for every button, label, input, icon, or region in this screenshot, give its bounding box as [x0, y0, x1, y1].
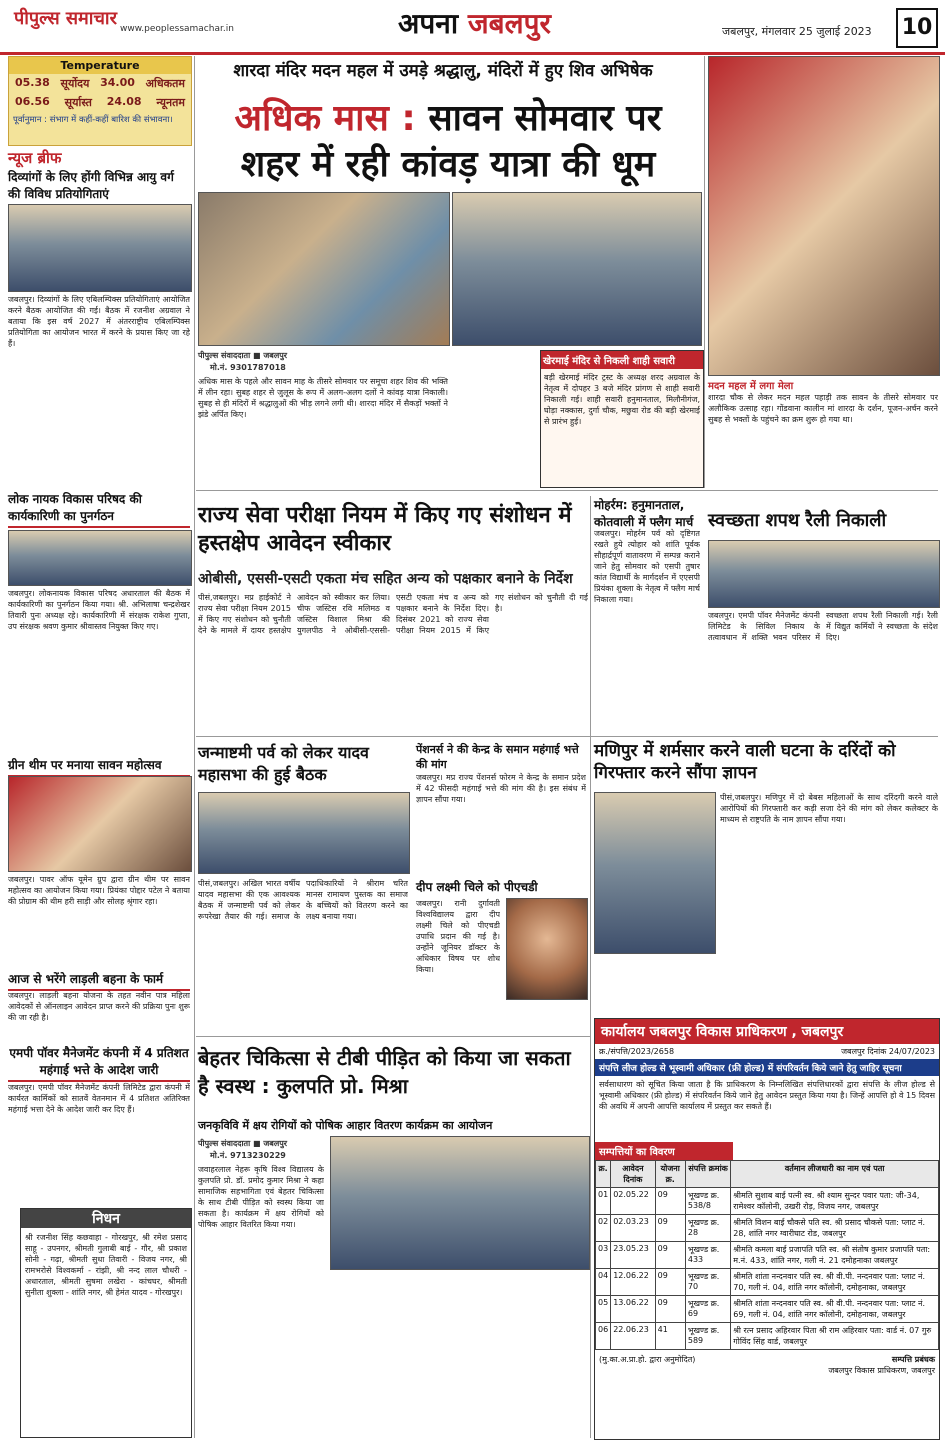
lead-body: अधिक मास के पहले और सावन माह के तीसरे सोमवार पर समूचा शहर शिव की भक्ति में लीन रहा। सुबह शहर से जुलूस के रूप में अलग-अलग दलों ने कांवड़ यात्रा निकाली। सुबह से ही मंदिरों में श्रद्धालुओं की भीड़ लगने लगी थी। शारदा मंदिर में सैकड़ों भक्तों ने झंडे अर्पित किए। [198, 377, 448, 419]
brief5-body: जबलपुर। एमपी पॉवर मैनेजमेंट कंपनी लिमिटेड द्वारा कंपनी में कार्यरत कार्मिकों को सातवें वेतनमान में 4 प्रतिशत अतिरिक्त महंगाई भत्ता देने के आदेश जारी कर दिए हैं। [8, 1083, 190, 1114]
lead-byline: पीपुल्स संवाददाता ■ जबलपुर [198, 351, 288, 360]
story4-photo [708, 540, 940, 608]
notice-date: जबलपुर दिनांक 24/07/2023 [841, 1047, 935, 1056]
madan-mahal-caption-head: मदन महल में लगा मेला [708, 381, 794, 392]
brief3-photo [8, 776, 192, 872]
sunset-label: सूर्यास्त [64, 96, 92, 109]
brief2-photo [8, 530, 192, 586]
table-row [596, 1323, 939, 1350]
sunrise-label: सूर्योदय [60, 77, 90, 90]
brief1-photo [8, 204, 192, 292]
story9-subhead: जनकृविवि में क्षय रोगियों को पोषिक आहार वितरण कार्यक्रम का आयोजन [198, 1119, 493, 1132]
max-label: अधिकतम [145, 77, 185, 90]
news-brief-label: न्यूज ब्रीफ [8, 149, 62, 167]
table-cell: 01 [596, 1188, 611, 1215]
table-cell: श्रीमति शांता नन्दनवार पति स्व. श्री वी.पी. नन्दनवार पता: प्लाट नं. 69, गली नं. 04, शांति नगर कॉलोनी, दमोहनाका, जबलपुर [731, 1296, 939, 1323]
table-cell: भूखण्ड क्र. 70 [685, 1269, 730, 1296]
notice-approval: (मु.का.अ.प्रा.हो. द्वारा अनुमोदित) [599, 1355, 696, 1364]
min-label: न्यूनतम [156, 96, 185, 109]
notice-heading: संपत्ति लीज होल्ड से भूस्वामी अधिकार (फ्री होल्ड) में संपरिवर्तन किये जाने हेतु जाहिर सूचना [595, 1059, 939, 1076]
story4-headline: स्वच्छता शपथ रैली निकाली [708, 510, 887, 531]
brief2-body: जबलपुर। लोकनायक विकास परिषद अधारताल की बैठक में कार्यकारिणी का पुनर्गठन किया गया। श्री. अभिलाषा चन्द्रशेखर तिवारी पुनः अध्यक्ष रहे। कार्यकारिणी में संरक्षक राकेश गुप्ता, उप संरक्षक श्रवण कुमार श्रीवास्तव नियुक्त किए गए। [8, 589, 190, 631]
table-cell: 02 [596, 1215, 611, 1242]
notice-ref: क्र./संपत्ति/2023/2658 [599, 1047, 675, 1056]
notice-title: कार्यालय जबलपुर विकास प्राधिकरण , जबलपुर [595, 1019, 939, 1044]
madan-mahal-caption-body: शारदा चौक से लेकर मदन महल पहाड़ी तक सावन के तीसरे सोमवार पर अलौकिक उत्साह रहा। गोंडवाना कालीन मां शारदा के दर्शन, पूजन-अर्चन करने सुबह से भक्तों के पहुंचने का क्रम शुरू हो गया था। [708, 393, 938, 424]
table-header-cell: वर्तमान लीजधारी का नाम एवं पता [731, 1161, 939, 1188]
table-cell: 23.05.23 [611, 1242, 655, 1269]
story5-photo [198, 792, 410, 874]
story5-headline: जन्माष्टमी पर्व को लेकर यादव महासभा की हुई बैठक [198, 743, 369, 784]
table-row [596, 1296, 939, 1323]
story7-portrait [506, 898, 588, 1000]
newspaper-logo: पीपुल्स समाचार [14, 8, 117, 29]
table-cell: श्रीमति विशन बाई चौकसे पति स्व. श्री प्रसाद चौकसे पता: प्लाट नं. 28, शांति नगर ग्वारीघाट रोड, जबलपुर [731, 1215, 939, 1242]
story6-body: जबलपुर। मप्र राज्य पेंशनर्स फोरम ने केन्द्र के समान प्रदेश में 42 फीसदी महंगाई भत्ते की मांग की है। इस संबंध में ज्ञापन सौंपा गया। [416, 773, 586, 804]
notice-body: सर्वसाधारण को सूचित किया जाता है कि प्राधिकरण के निम्नलिखित संपत्तिधारकों द्वारा संपत्ति के लीज होल्ड से भूस्वामी अधिकार (फ्री होल्ड) में संपरिवर्तन किये जाने हेतु आवेदन प्रस्तुत किया गया है। जिन्हें आपत्ति हो वे 15 दिवस की अवधि में अपनी आपत्ति कार्यालय में प्रस्तुत कर सकते हैं। [599, 1080, 935, 1111]
story2-headline: राज्य सेवा परीक्षा नियम में किए गए संशोधन में हस्तक्षेप आवेदन स्वीकार [198, 503, 572, 556]
jda-notice [594, 1018, 940, 1440]
table-cell: भूखण्ड क्र. 589 [685, 1323, 730, 1350]
table-cell: भूखण्ड क्र. 69 [685, 1296, 730, 1323]
sunset-time: 06.56 [15, 95, 50, 108]
story9-byline: पीपुल्स संवाददाता ■ जबलपुर [198, 1139, 288, 1148]
brief2-head: लोक नायक विकास परिषद की कार्यकारिणी का पुनर्गठन [8, 490, 190, 528]
table-cell: 02.05.22 [611, 1188, 655, 1215]
table-cell: 12.06.22 [611, 1269, 655, 1296]
sunrise-time: 05.38 [15, 76, 50, 89]
story9-photo [330, 1136, 590, 1270]
max-temp: 34.00 [100, 76, 135, 89]
lead-headline-rest: सावन सोमवार पर [428, 98, 662, 139]
table-cell: श्रीमति शांता नन्दनवार पति स्व. श्री वी.पी. नन्दनवार पता: प्लाट नं. 70, गली नं. 04, शांति नगर कॉलोनी, दमोहनाका, जबलपुर [731, 1269, 939, 1296]
story2-body: पीसं,जबलपुर। मप्र हाईकोर्ट ने राज्य सेवा परीक्षा नियम 2015 में किए गए संशोधन को चुनौती देने के मामले में दायर हस्तक्षेप आवेदन को स्वीकार कर लिया। चीफ जस्टिस रवि मलिमठ व जस्टिस विशाल मिश्रा की युगलपीठ ने ओबीसी-एससी-एसटी एकता मंच व अन्य को पक्षकार बनाने के निर्देश दिए। दिसंबर 2021 को राज्य सेवा परीक्षा नियम 2015 में किए गए संशोधन को चुनौती दी गई है। [198, 593, 588, 635]
brief1-head: दिव्यांगों के लिए होंगी विभिन्न आयु वर्ग की विविध प्रतियोगिताएं [8, 168, 190, 206]
table-cell: भूखण्ड क्र. 28 [685, 1215, 730, 1242]
property-table-header [596, 1161, 939, 1188]
weather-row-sunset [9, 93, 191, 112]
table-cell: श्रीमति सुशाब बाई पत्नी स्व. श्री श्याम सुन्दर पवार पता: जी-34, रामेश्वर कॉलोनी, उखरी रोड़, विजय नगर, जबलपुर [731, 1188, 939, 1215]
notice-refline [595, 1044, 939, 1059]
table-cell: 09 [655, 1215, 685, 1242]
section-rule [196, 490, 938, 491]
story9-headline: बेहतर चिकित्सा से टीबी पीड़ित को किया जा सकता है स्वस्थ : कुलपति प्रो. मिश्रा [198, 1046, 571, 1098]
story4-body: जबलपुर। एमपी पॉवर मैनेजमेंट कंपनी लिमिटेड के सिविल निकाय के तत्वावधान में शक्ति भवन परिसर में स्वच्छता शपथ रैली निकाली गई। रैली में विद्युत कर्मियों ने स्वच्छता के संदेश दिए। [708, 611, 938, 642]
kheramai-head: खेरमाई मंदिर से निकली शाही सवारी [541, 351, 703, 369]
kanwar-yatra-photo [198, 192, 450, 346]
story9-mobile: मो.नं. 9713230229 [210, 1151, 286, 1160]
section-title: अपना जबलपुर [398, 7, 551, 40]
page-number: 10 [896, 8, 938, 48]
madan-mahal-caption [708, 378, 938, 486]
lead-kicker: शारदा मंदिर मदन महल में उमड़े श्रद्धालु, मंदिरों में हुए शिव अभिषेक [233, 61, 653, 81]
table-cell: 09 [655, 1269, 685, 1296]
story8-headline: मणिपुर में शर्मसार करने वाली घटना के दरिंदों को गिरफ्तार करने सौंपा ज्ञापन [594, 741, 896, 783]
madan-mahal-fair-photo [708, 56, 940, 376]
table-cell: 04 [596, 1269, 611, 1296]
story6-headline: पेंशनर्स ने की केन्द्र के समान महंगाई भत्ते की मांग [416, 743, 579, 771]
brief3-body: जबलपुर। पावर ऑफ यूमेन ग्रुप द्वारा ग्रीन थीम पर सावन महोत्सव का आयोजन किया गया। प्रियंका पोद्दार पटेल ने बताया की प्रोग्राम की थीम हरी साड़ी और सोलह श्रृंगार रहा। [8, 875, 190, 906]
table-cell: 09 [655, 1188, 685, 1215]
table-row [596, 1242, 939, 1269]
brief1-body: जबलपुर। दिव्यांगों के लिए एबिलम्पिक्स प्रतियोगिताएं आयोजित करने बैठक आयोजित की गई। बैठक में रजनीश अग्रवाल ने बताया कि इस वर्ष 2027 में अंतरराष्ट्रीय एबिलम्पिक्स प्रतियोगिता का आयोजन भारत में करने के प्रयास किए जा रहे हैं। [8, 295, 190, 348]
kheramai-box [540, 350, 704, 488]
story3-body: जबलपुर। मोहर्रम पर्व को दृष्टिगत रखते हुये त्योहार को शांति पूर्वक सौहार्द्रपूर्ण वातावरण में सम्पन्न कराने जाने हेतु सोमवार को एसपी तुषार कांत विद्यार्थी के मार्गदर्शन में एएसपी प्रियंका शुक्ला के नेतृत्व में फ्लैग मार्च निकाला गया। [594, 529, 700, 604]
table-cell: 09 [655, 1242, 685, 1269]
section-rule [196, 736, 938, 737]
lead-mobile: मो.नं. 9301787018 [210, 363, 286, 372]
column-rule [590, 496, 591, 1438]
website-url[interactable]: www.peoplessamachar.in [120, 24, 234, 34]
lead-headline-line2: शहर में रही कांवड़ यात्रा की धूम [240, 144, 656, 185]
brief4-head: आज से भरेंगे लाड़ली बहना के फार्म [8, 970, 190, 991]
obituary-body: श्री रजनीश सिंह कछवाहा - गोरखपुर, श्री रमेश प्रसाद साहू - उपनगर, श्रीमती गुलाबी बाई - गौर, श्री प्रकाश सोनी - गढ़ा, श्रीमती सुधा तिवारी - विजय नगर, श्री रामभरोसे विश्वकर्मा - रांझी, श्री नन्द लाल चौधरी - अधारताल, श्रीमती सुषमा लखेरा - कांचघर, श्रीमती सुनीता शुक्ला - शांति नगर, श्री हेमंत यादव - गोरखपुर। [25, 1233, 187, 1297]
table-row [596, 1215, 939, 1242]
story2-subhead: ओबीसी, एससी-एसटी एकता मंच सहित अन्य को पक्षकार बनाने के निर्देश [198, 571, 573, 587]
kheramai-body: बड़ी खेरमाई मंदिर ट्रस्ट के अध्यक्ष शरद अग्रवाल के नेतृत्व में दोपहर 3 बजे मंदिर प्रांगण से शाही सवारी निकाली गई। शाही सवारी हनुमानताल, मिलौनीगंज, घोड़ा नक्कास, दुर्गा चौक, मछुवा रोड की बड़ी खेरमाई से प्रारंभ हुई। [544, 373, 700, 426]
story9-body: जवाहरलाल नेहरू कृषि विश्व विद्यालय के कुलपति प्रो. डॉ. प्रमोद कुमार मिश्रा ने कहा सामाजिक सहभागिता एवं बेहतर चिकित्सा के साथ टीबी पीड़ित को स्वस्थ किया जा सकता है। कार्यक्रम में क्षय रोगियों को पोषिक आहार वितरित किया गया। [198, 1165, 324, 1229]
story8-photo [594, 792, 716, 954]
table-cell: 13.06.22 [611, 1296, 655, 1323]
table-cell: 41 [655, 1323, 685, 1350]
lead-headline [198, 96, 698, 188]
table-header-cell: आवेदन दिनांक [611, 1161, 655, 1188]
story7-headline: दीप लक्ष्मी चिले को पीएचडी [416, 880, 538, 894]
notice-footer [595, 1350, 939, 1380]
table-cell: 02.03.23 [611, 1215, 655, 1242]
story7-body: जबलपुर। रानी दुर्गावती विश्वविद्यालय द्वारा दीप लक्ष्मी चिले को पीएचडी उपाधि प्रदान की गई है। उन्होंने जूनियर डॉक्टर के अधिकार विषय पर शोध किया। [416, 899, 500, 974]
table-row [596, 1269, 939, 1296]
table-cell: 22.06.23 [611, 1323, 655, 1350]
table-cell: 05 [596, 1296, 611, 1323]
temple-guests-photo [452, 192, 702, 346]
table-header-cell: क्र. [596, 1161, 611, 1188]
table-cell: श्री रत्न प्रसाद अहिरवार पिता श्री राम अहिरवार पता: वार्ड नं. 07 गुरु गोविंद सिंह वार्ड, जबलपुर [731, 1323, 939, 1350]
brief5-head: एमपी पॉवर मैनेजमेंट कंपनी में 4 प्रतिशत महंगाई भत्ते के आदेश जारी [8, 1044, 190, 1082]
obituary-title: निधन [21, 1209, 191, 1228]
lead-headline-accent: अधिक मास : [234, 98, 416, 139]
weather-forecast: पूर्वानुमान : संभाग में कहीं-कहीं बारिश की संभावना। [13, 115, 173, 125]
weather-row-sunrise [9, 74, 191, 93]
story3-headline: मोहर्रम: हनुमानताल, कोतवाली में फ्लैग मार्च [594, 498, 694, 529]
obituary-box [20, 1208, 192, 1438]
story8-body: पीसं,जबलपुर। मणिपुर में दो बेबस महिलाओं के साथ दरिंदगी करने वाले आरोपियों की गिरफ्तारी कर कड़ी सजा देने की मांग को लेकर कलेक्टर के माध्यम से राष्ट्रपति के नाम ज्ञापन सौंपा गया। [720, 793, 938, 824]
dateline: जबलपुर, मंगलवार 25 जुलाई 2023 [722, 25, 872, 38]
column-rule [704, 56, 705, 488]
brief4-body: जबलपुर। लाड़ली बहना योजना के तहत नवीन पात्र महिला आवेदकों से ऑनलाइन आवेदन प्राप्त करने की प्रक्रिया पुनः शुरू की जा रही है। [8, 991, 190, 1022]
story5-body: पीसं,जबलपुर। अखिल भारत वर्षीय यादव महासभा की एक आवश्यक बैठक में जन्माष्टमी पर्व को लेकर रूपरेखा तैयार की गई। समाज के पदाधिकारियों ने श्रीराम चरित मानस रामायण पुस्तक का समाज के बच्चियों को वितरण करने का लक्ष्य बनाया गया। [198, 879, 408, 921]
notice-table-title: सम्पत्तियों का विवरण [595, 1142, 733, 1160]
weather-box [8, 56, 192, 146]
table-row [596, 1188, 939, 1215]
table-header-cell: योजना क्र. [655, 1161, 685, 1188]
section-rule [196, 1036, 590, 1037]
table-header-cell: संपत्ति क्रमांक [685, 1161, 730, 1188]
table-cell: श्रीमति कमला बाई प्रजापति पति स्व. श्री संतोष कुमार प्रजापति पता: म.नं. 433, शांति नगर, गली नं. 21 दमोहनाका जबलपुर [731, 1242, 939, 1269]
column-rule [194, 56, 195, 1438]
brief3-head: ग्रीन थीम पर मनाया सावन महोत्सव [8, 756, 190, 777]
notice-signature [828, 1354, 935, 1376]
min-temp: 24.08 [106, 95, 142, 108]
table-cell: 09 [655, 1296, 685, 1323]
table-cell: भूखण्ड क्र. 538/8 [685, 1188, 730, 1215]
weather-title: Temperature [9, 57, 191, 74]
property-table [595, 1160, 939, 1350]
table-cell: भूखण्ड क्र. 433 [685, 1242, 730, 1269]
notice-org: जबलपुर विकास प्राधिकरण, जबलपुर [828, 1366, 935, 1375]
notice-sign-title: सम्पत्ति प्रबंधक [891, 1355, 935, 1364]
table-cell: 06 [596, 1323, 611, 1350]
table-cell: 03 [596, 1242, 611, 1269]
